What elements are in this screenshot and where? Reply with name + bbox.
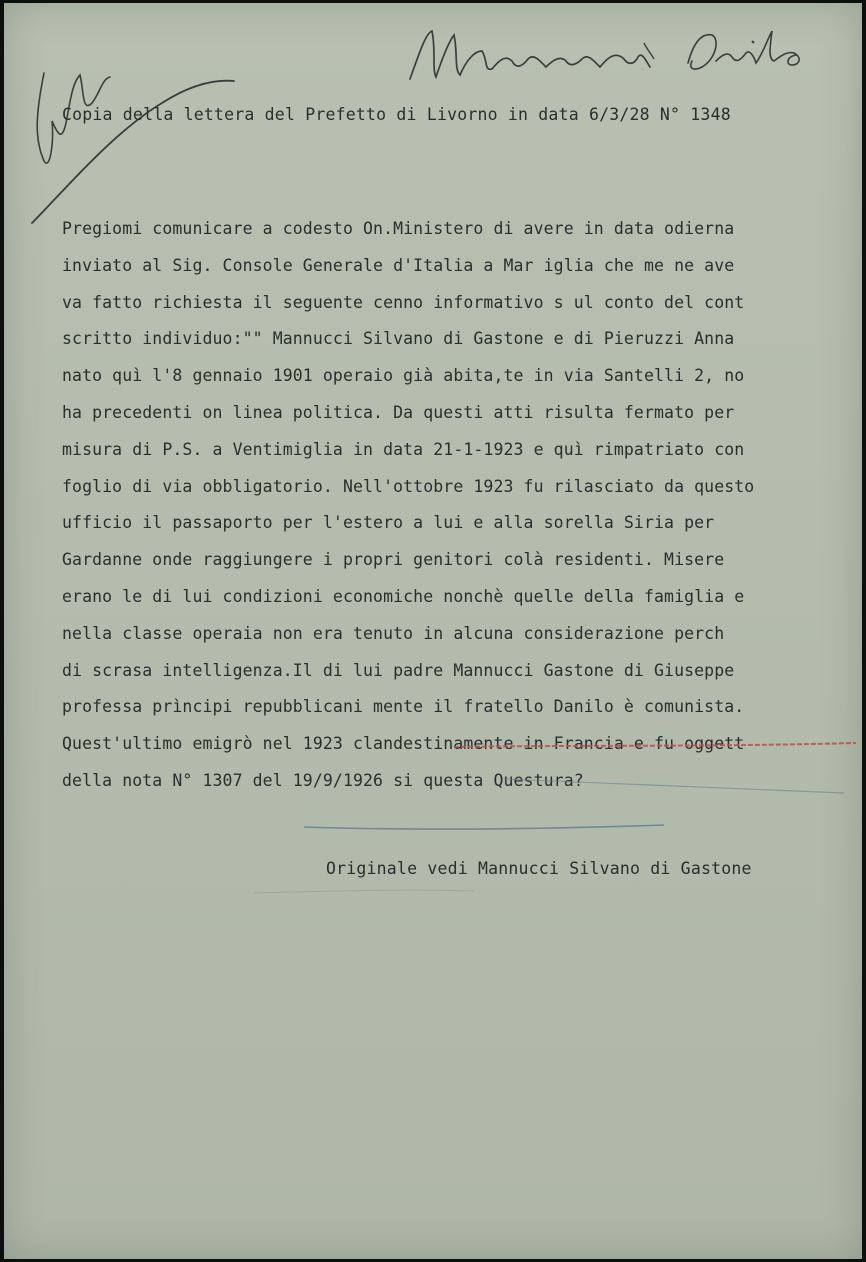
body-line: Pregiomi comunicare a codesto On.Ministero di avere in data odierna bbox=[62, 219, 735, 238]
body-line: nato quì l'8 gennaio 1901 operaio già abita,te in via Santelli 2, no bbox=[62, 366, 745, 386]
document-header: Copia della lettera del Prefetto di Livorno in data 6/3/28 N° 1348 bbox=[62, 105, 731, 124]
body-line: inviato al Sig. Console Generale d'Italia a Mar iglia che me ne ave bbox=[62, 255, 735, 275]
body-line: foglio di via obbligatorio. Nell'ottobre 1923 fu rilasciato da questo bbox=[62, 476, 755, 496]
document-footer: Originale vedi Mannucci Silvano di Gastone bbox=[326, 859, 752, 878]
margin-annotation-mark bbox=[22, 43, 242, 233]
letter-body bbox=[62, 219, 862, 808]
body-line: di scrasa intelligenza.Il di lui padre Mannucci Gastone di Giuseppe bbox=[62, 660, 735, 680]
body-line: Quest'ultimo emigrò nel 1923 clandestinamente in Francia e fu oggett bbox=[62, 734, 745, 754]
body-line: della nota N° 1307 del 19/9/1926 si questa Questura? bbox=[62, 770, 584, 790]
body-line: misura di P.S. a Ventimiglia in data 21-1-1923 e quì rimpatriato con bbox=[62, 439, 745, 459]
body-line: ha precedenti on linea politica. Da questi atti risulta fermato per bbox=[62, 402, 735, 422]
faint-mark bbox=[254, 890, 474, 893]
body-line: professa prìncipi repubblicani mente il fratello Danilo è comunista. bbox=[62, 697, 745, 717]
document-page bbox=[4, 3, 862, 1259]
handwritten-signature bbox=[402, 21, 822, 91]
blue-pencil-underline-date bbox=[304, 825, 664, 829]
body-line: Gardanne onde raggiungere i propri genitori colà residenti. Misere bbox=[62, 550, 725, 570]
body-line: nella classe operaia non era tenuto in alcuna considerazione perch bbox=[62, 623, 725, 643]
body-line: erano le di lui condizioni economiche nonchè quelle della famiglia e bbox=[62, 586, 745, 606]
body-line: scritto individuo:"" Mannucci Silvano di Gastone e di Pieruzzi Anna bbox=[62, 329, 735, 349]
body-line: va fatto richiesta il seguente cenno informativo s ul conto del cont bbox=[62, 292, 745, 312]
body-line: ufficio il passaporto per l'estero a lui e alla sorella Siria per bbox=[62, 513, 715, 533]
